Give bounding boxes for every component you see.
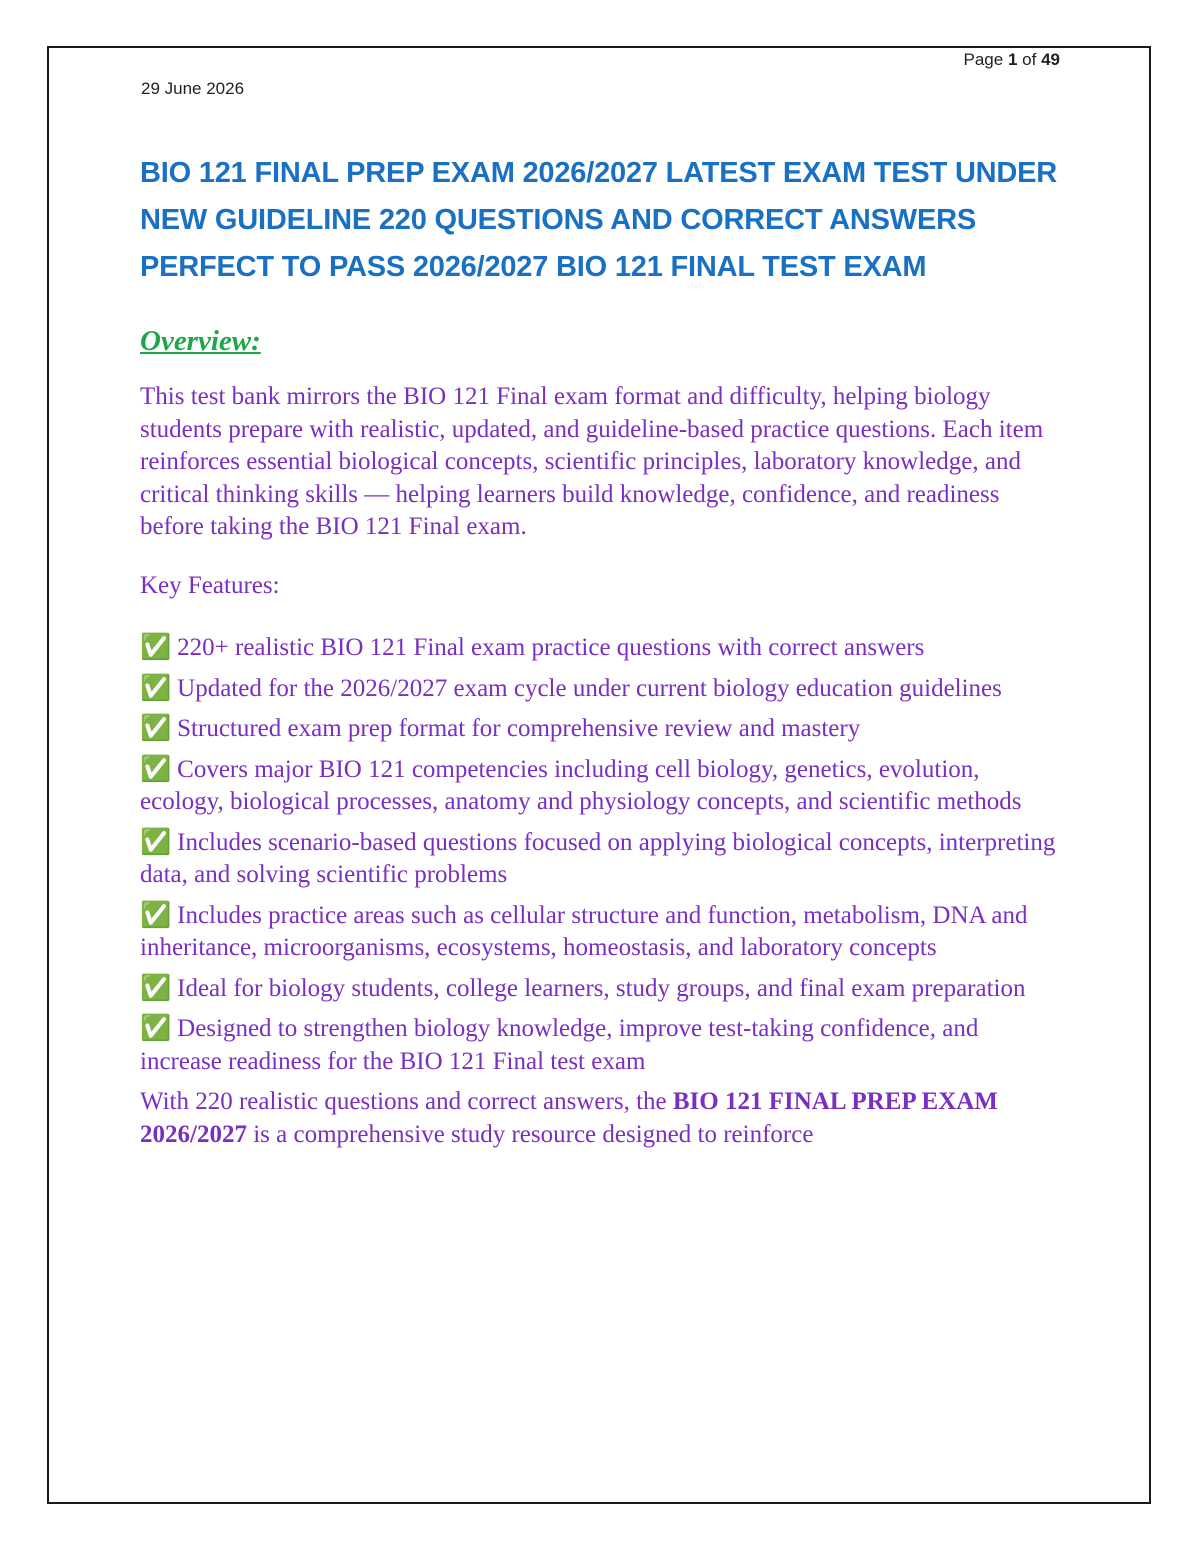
- closing-text-start: With 220 realistic questions and correct answers, the: [140, 1088, 673, 1115]
- page-number: [964, 50, 1060, 70]
- document-date: 29 June 2026: [141, 79, 245, 98]
- document-body: [140, 150, 1065, 1151]
- overview-paragraph: This test bank mirrors the BIO 121 Final exam format and difficulty, helping biology students prepare with realistic, updated, and guideline-based practice questions. Each item reinforces essential biological concepts, scientific principles, laboratory knowledge, and critical thinking skills — helping learners build knowledge, confidence, and readiness before taking the BIO 121 Final exam.: [140, 383, 1044, 540]
- feature-item: [140, 713, 1065, 746]
- page-label: Page: [963, 50, 1004, 69]
- check-mark-icon: ✅: [140, 715, 172, 742]
- feature-text: Includes practice areas such as cellular structure and function, metabolism, DNA and inheritance, microorganisms, ecosystems, homeostasis, and laboratory concepts: [140, 901, 1028, 961]
- feature-item: [140, 973, 1065, 1006]
- feature-item: [140, 900, 1065, 965]
- page-total: 49: [1041, 50, 1060, 69]
- feature-text: Covers major BIO 121 competencies including cell biology, genetics, evolution, ecology, biological processes, anatomy and physiology concepts, and scientific methods: [140, 755, 1022, 815]
- closing-text-end: is a comprehensive study resource designed to reinforce: [246, 1120, 814, 1148]
- document-title: BIO 121 FINAL PREP EXAM 2026/2027 LATEST EXAM TEST UNDER NEW GUIDELINE 220 QUESTIONS AND CORRECT ANSWERS PERFECT TO PASS 2026/2027 BIO 121 FINAL TEST EXAM: [140, 157, 1058, 283]
- overview-heading: Overview:: [140, 325, 261, 357]
- feature-text: Ideal for biology students, college learners, study groups, and final exam preparation: [177, 974, 1026, 1002]
- feature-text: Designed to strengthen biology knowledge, improve test-taking confidence, and increase readiness for the BIO 121 Final test exam: [140, 1015, 979, 1075]
- check-mark-icon: ✅: [140, 634, 172, 661]
- features-list: [140, 632, 1065, 1078]
- check-mark-icon: ✅: [140, 755, 172, 783]
- feature-text: Updated for the 2026/2027 exam cycle under current biology education guidelines: [177, 674, 1002, 702]
- feature-item: [140, 673, 1065, 706]
- closing-exam-name: BIO 121 FINAL PREP EXAM 2026/2027: [140, 1088, 998, 1148]
- check-mark-icon: ✅: [140, 974, 172, 1002]
- key-features-label: Key Features:: [140, 571, 280, 599]
- closing-paragraph: [140, 1086, 1065, 1151]
- page-of: of: [1022, 50, 1037, 69]
- check-mark-icon: ✅: [140, 1015, 172, 1042]
- check-mark-icon: ✅: [140, 674, 172, 702]
- feature-item: [140, 1013, 1065, 1078]
- feature-item: [140, 754, 1065, 819]
- check-mark-icon: ✅: [140, 901, 172, 929]
- feature-item: [140, 827, 1065, 892]
- feature-item: [140, 632, 1065, 665]
- feature-text: Structured exam prep format for comprehensive review and mastery: [177, 715, 861, 742]
- feature-text: Includes scenario-based questions focused on applying biological concepts, interpreting data, and solving scientific problems: [140, 828, 1056, 888]
- page-current: 1: [1007, 50, 1018, 69]
- feature-text: 220+ realistic BIO 121 Final exam practice questions with correct answers: [177, 634, 925, 661]
- check-mark-icon: ✅: [140, 828, 172, 856]
